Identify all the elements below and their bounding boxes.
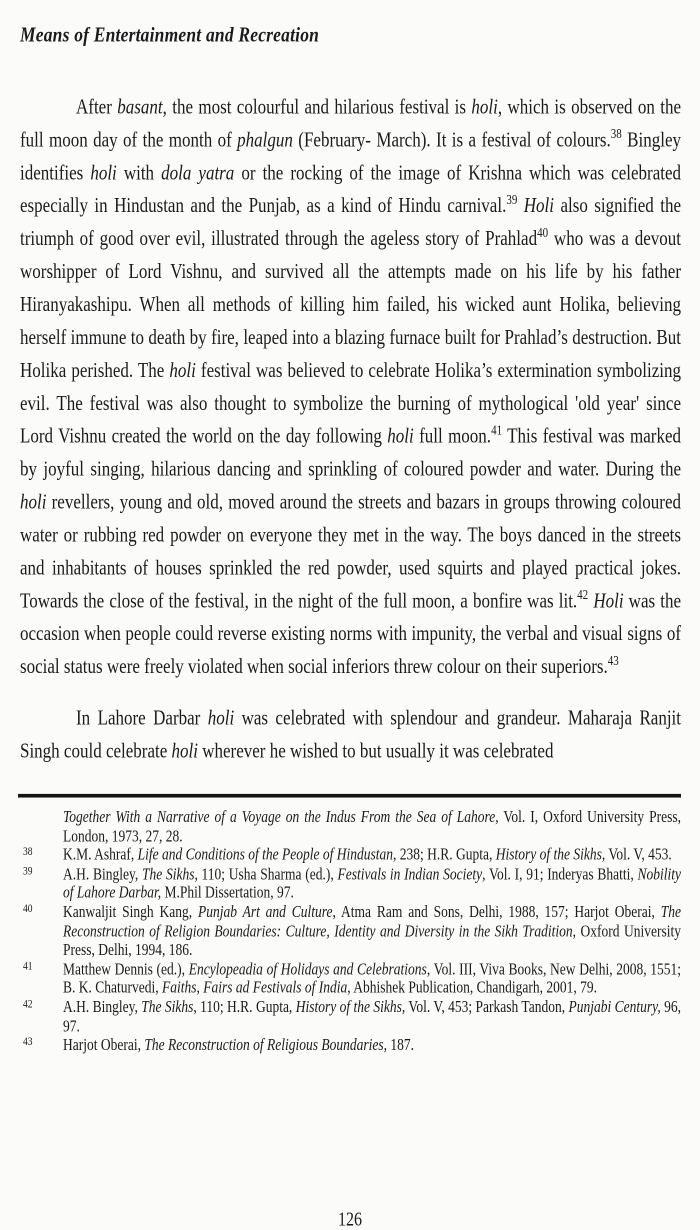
footnote-text — [63, 845, 672, 863]
text-segment: History of the Sikhs, — [295, 997, 406, 1016]
text-segment: The Reconstruction of Religious Boundaries, — [144, 1035, 387, 1054]
text-segment: holi — [387, 424, 414, 448]
text-segment: , Vol. I, 91; Inderyas Bhatti, — [482, 864, 638, 883]
text-segment: Bingley identifies — [20, 128, 681, 185]
text-segment: Punjabi Century, — [568, 997, 661, 1016]
text-segment: The Sikhs — [141, 997, 194, 1016]
footnote — [20, 997, 681, 1035]
footnote — [20, 807, 681, 845]
body-paragraphs — [20, 90, 681, 767]
footnote — [20, 902, 681, 959]
footnote-text — [63, 997, 681, 1034]
text-segment: Punjab Art and Culture — [197, 902, 333, 921]
footnotes-list — [20, 807, 681, 1054]
text-segment: , 110; H.R. Gupta, — [193, 997, 296, 1016]
footnote-number: 40 — [23, 903, 33, 916]
text-segment: Life and Conditions of the People of Hindustan — [137, 845, 393, 864]
text-segment: Oxford University Press, Delhi, 1994, 186. — [63, 921, 682, 959]
text-segment: Kanwaljit Singh Kang, — [63, 902, 198, 921]
text-segment: Vol. V, 453; Parkash Tandon, — [405, 997, 569, 1016]
text-segment: The Sikhs — [141, 864, 195, 883]
footnote-text — [63, 959, 681, 996]
text-segment: (February- March). It is a festival of colours. — [292, 128, 611, 152]
text-segment: The Reconstruction of Religion Boundaries: Culture, Identity and Diversity in the Sikh Tradition, — [63, 902, 681, 940]
text-segment: This festival was marked by joyful singing, hilarious dancing and sprinkling of coloured powder and water. During the — [20, 424, 681, 481]
text-segment: revellers, young and old, moved around the streets and bazars in groups throwing coloured water or rubbing red powder on everyone they met in the way. The boys danced in the streets and inhabitants of houses sprinkled the red powder, used squirts and played practical jokes. Towards the close of the festival, in the night of the full moon, a bonfire was lit. — [20, 490, 681, 613]
text-segment: holi — [90, 160, 117, 185]
text-segment: , Atma Ram and Sons, Delhi, 1988, 157; Harjot Oberai, — [332, 902, 661, 921]
text-segment: festival was believed to celebrate Holika’s extermination symbolizing evil. The festival was also thought to symbolize the burning of mythological 'old year' since Lord Vishnu created the world on the day following — [20, 358, 681, 448]
footnote-ref: 41 — [491, 423, 503, 439]
page-heading: Means of Entertainment and Recreation — [20, 21, 320, 47]
paragraph — [20, 701, 681, 767]
text-segment: was celebrated with splendour and grandeur. Maharaja Ranjit Singh could celebrate — [20, 706, 681, 763]
text-segment: , 110; Usha Sharma (ed.), — [194, 864, 338, 883]
text-segment: After — [76, 95, 118, 119]
text-segment: full moon. — [413, 424, 492, 448]
text-segment: History of the Sikhs, — [495, 845, 606, 864]
text-segment: who was a devout worshipper of Lord Vishnu, and survived all the attempts made on his life by his father Hiranyakashipu. When all methods of killing him failed, his wicked aunt Holika, believing herself immune to death by fire, leaped into a blazing furnace built for Prahlad’s destruction. But Holika perished. The — [20, 226, 681, 382]
footnote-number: 43 — [23, 1036, 33, 1049]
text-segment: with — [116, 160, 162, 185]
text-segment: or the rocking of the image of Krishna which was celebrated especially in Hindustan and the Punjab, as a kind of Hindu carnival. — [20, 160, 682, 218]
text-segment: Nobility of Lahore Darbar, — [63, 864, 682, 902]
text-segment: dola yatra — [161, 160, 235, 185]
text-segment: wherever he wished to but usually it was celebrated — [197, 739, 554, 763]
text-segment: holi — [207, 706, 235, 730]
text-segment: Faiths, Fairs ad Festivals of India — [162, 978, 348, 997]
footnote-ref: 38 — [610, 127, 622, 142]
text-segment: Holi — [523, 193, 555, 218]
text-segment: Festivals in Indian Society — [337, 864, 483, 883]
footnote-text — [63, 864, 681, 901]
text-segment: Vol. V, 453. — [605, 845, 672, 864]
text-segment: M.Phil Dissertation, 97. — [161, 883, 294, 902]
text-segment: K.M. Ashraf, — [63, 845, 138, 864]
text-segment: A.H. Bingley, — [63, 997, 142, 1016]
text-segment: Encylopeadia of Holidays and Celebrations — [188, 959, 427, 978]
text-segment: also signified the triumph of good over evil, illustrated through the ageless story of Prahlad — [20, 193, 681, 250]
text-segment: 96, 97. — [63, 997, 682, 1035]
footnote — [20, 959, 681, 997]
text-segment: holi — [20, 490, 47, 514]
footnote — [20, 864, 681, 902]
footnote-ref: 40 — [537, 226, 549, 241]
page-number: 126 — [338, 1209, 362, 1230]
footnote-number: 42 — [23, 998, 33, 1011]
text-segment: holi — [169, 358, 196, 382]
paragraph — [20, 90, 681, 683]
footnote-ref: 43 — [607, 654, 619, 669]
text-segment: Matthew Dennis (ed.), — [63, 959, 189, 978]
footnote — [20, 1036, 681, 1055]
text-segment: , which is observed on the full moon day of the month of — [20, 95, 681, 152]
footnote-separator — [18, 794, 681, 798]
text-segment: 187. — [386, 1035, 414, 1054]
text-segment: was the occasion when people could reverse existing norms with impunity, the verbal and visual signs of social status were freely violated when social inferiors threw colour on their superiors. — [20, 589, 682, 679]
text-segment: holi — [171, 739, 198, 763]
text-segment: Holi — [593, 589, 624, 613]
footnote-ref: 42 — [577, 588, 589, 603]
footnote-text — [63, 902, 681, 958]
text-segment: Vol. I, Oxford University Press, London, 1973, 27, 28. — [63, 807, 681, 845]
text-segment: phalgun — [237, 128, 293, 152]
footnote-number: 38 — [23, 846, 33, 859]
text-segment: holi — [471, 95, 498, 119]
footnote-text — [63, 807, 681, 844]
text-segment: Harjot Oberai, — [63, 1035, 145, 1054]
text-segment: , 238; H.R. Gupta, — [393, 845, 496, 864]
text-segment: Together With a Narrative of a Voyage on the Indus From the Sea of Lahore, — [63, 807, 499, 826]
text-segment: In Lahore Darbar — [76, 706, 208, 730]
footnote-text — [63, 1036, 414, 1054]
text-segment: A.H. Bingley, — [63, 864, 142, 883]
footnote — [20, 845, 681, 864]
text-segment: basant — [117, 95, 163, 119]
footnote-ref: 39 — [506, 193, 518, 208]
text-segment: , Abhishek Publication, Chandigarh, 2001, 79. — [347, 978, 597, 997]
footnote-number: 39 — [23, 865, 33, 878]
text-segment: , Vol. III, Viva Books, New Delhi, 2008, 1551; B. K. Chaturvedi, — [63, 959, 682, 997]
text-segment: , the most colourful and hilarious festival is — [162, 95, 472, 119]
footnote-number: 41 — [23, 960, 33, 973]
